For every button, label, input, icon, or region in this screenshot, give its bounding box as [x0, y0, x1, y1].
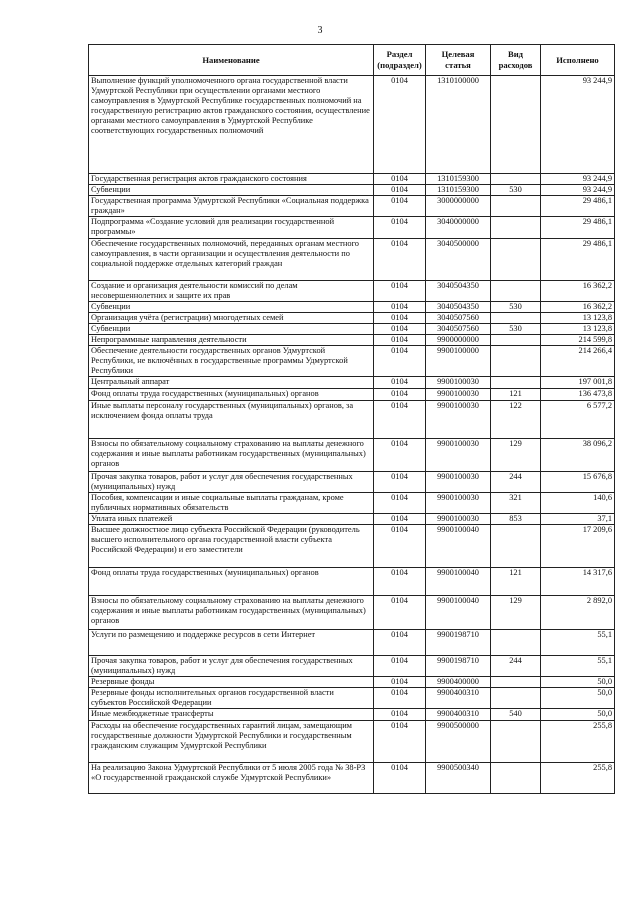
row-section: 0104 [374, 524, 426, 567]
row-amount: 38 096,2 [541, 438, 615, 471]
row-expense-type: 244 [491, 471, 541, 492]
row-amount: 16 362,2 [541, 280, 615, 301]
row-amount: 214 599,8 [541, 335, 615, 346]
row-expense-type: 530 [491, 185, 541, 196]
row-name: Услуги по размещению и поддержке ресурсов в сети Интернет [89, 629, 374, 655]
row-article: 9900100030 [426, 492, 491, 513]
row-name: Высшее должностное лицо субъекта Российской Федерации (руководитель высшего исполнительного органа государственной власти субъекта Российской Федерации) и его заместители [89, 524, 374, 567]
row-article: 1310100000 [426, 76, 491, 174]
row-expense-type [491, 238, 541, 280]
row-name: Взносы по обязательному социальному страхованию на выплаты денежного содержания и иные выплаты работникам государственных (муниципальных) органов [89, 438, 374, 471]
row-name: Прочая закупка товаров, работ и услуг для обеспечения государственных (муниципальных) нужд [89, 655, 374, 676]
row-section: 0104 [374, 196, 426, 217]
row-expense-type [491, 377, 541, 388]
row-section: 0104 [374, 709, 426, 720]
row-amount: 197 001,8 [541, 377, 615, 388]
row-article: 9900100040 [426, 524, 491, 567]
row-name: Прочая закупка товаров, работ и услуг для обеспечения государственных (муниципальных) нужд [89, 471, 374, 492]
row-amount: 13 123,8 [541, 312, 615, 323]
table-row [89, 301, 615, 312]
row-article: 3040507560 [426, 323, 491, 334]
row-expense-type [491, 688, 541, 709]
row-article: 9900100030 [426, 438, 491, 471]
row-section: 0104 [374, 688, 426, 709]
table-row [89, 655, 615, 676]
table-row [89, 346, 615, 377]
row-amount: 29 486,1 [541, 196, 615, 217]
row-section: 0104 [374, 174, 426, 185]
row-expense-type: 244 [491, 655, 541, 676]
row-section: 0104 [374, 438, 426, 471]
row-expense-type [491, 629, 541, 655]
header-name: Наименование [89, 45, 374, 76]
row-name: Обеспечение государственных полномочий, переданных органам местного самоуправления, в части организации и осуществления деятельности по социальной поддержке отдельных категорий граждан [89, 238, 374, 280]
row-amount: 17 209,6 [541, 524, 615, 567]
table-row [89, 492, 615, 513]
row-name: Государственная программа Удмуртской Республики «Социальная поддержка граждан» [89, 196, 374, 217]
row-section: 0104 [374, 720, 426, 762]
row-section: 0104 [374, 280, 426, 301]
row-name: Центральный аппарат [89, 377, 374, 388]
row-name: Фонд оплаты труда государственных (муниципальных) органов [89, 567, 374, 595]
row-section: 0104 [374, 346, 426, 377]
row-amount: 6 577,2 [541, 400, 615, 438]
row-article: 3040504350 [426, 280, 491, 301]
row-amount: 50,0 [541, 709, 615, 720]
row-expense-type: 530 [491, 301, 541, 312]
row-name: Обеспечение деятельности государственных органов Удмуртской Республики, не включённых в государственные программы Удмуртской Республики [89, 346, 374, 377]
row-name: На реализацию Закона Удмуртской Республики от 5 июля 2005 года № 38-РЗ «О государственной гражданской службе Удмуртской Республики» [89, 762, 374, 793]
table-row [89, 709, 615, 720]
row-section: 0104 [374, 312, 426, 323]
row-section: 0104 [374, 238, 426, 280]
row-section: 0104 [374, 492, 426, 513]
row-article: 1310159300 [426, 185, 491, 196]
row-name: Непрограммные направления деятельности [89, 335, 374, 346]
row-amount: 93 244,9 [541, 76, 615, 174]
row-article: 9900400310 [426, 709, 491, 720]
row-section: 0104 [374, 217, 426, 238]
header-section: Раздел (подраздел) [374, 45, 426, 76]
row-amount: 15 676,8 [541, 471, 615, 492]
row-amount: 255,8 [541, 762, 615, 793]
table-row [89, 567, 615, 595]
row-section: 0104 [374, 301, 426, 312]
row-article: 9900100030 [426, 377, 491, 388]
row-name: Государственная регистрация актов гражданского состояния [89, 174, 374, 185]
table-row [89, 76, 615, 174]
row-section: 0104 [374, 762, 426, 793]
row-expense-type: 121 [491, 388, 541, 400]
expenditure-table [88, 44, 615, 794]
row-section: 0104 [374, 377, 426, 388]
row-name: Пособия, компенсации и иные социальные выплаты гражданам, кроме публичных нормативных обязательств [89, 492, 374, 513]
row-article: 9900100030 [426, 400, 491, 438]
row-section: 0104 [374, 471, 426, 492]
row-section: 0104 [374, 323, 426, 334]
row-name: Субвенции [89, 323, 374, 334]
row-amount: 93 244,9 [541, 174, 615, 185]
row-article: 3000000000 [426, 196, 491, 217]
table-row [89, 720, 615, 762]
row-amount: 136 473,8 [541, 388, 615, 400]
row-expense-type: 121 [491, 567, 541, 595]
table-row [89, 388, 615, 400]
table-row [89, 185, 615, 196]
row-article: 9900500340 [426, 762, 491, 793]
row-name: Резервные фонды [89, 677, 374, 688]
row-name: Выполнение функций уполномоченного органа государственной власти Удмуртской Республики при осуществлении органами местного самоуправления в Удмуртской Республике государственных полномочий на государственную регистрацию актов гражданского состояния, осуществление органами местного самоуправления в Удмуртской Республике соответствующих государственных полномочий [89, 76, 374, 174]
table-row [89, 196, 615, 217]
row-section: 0104 [374, 185, 426, 196]
row-expense-type [491, 312, 541, 323]
row-amount: 93 244,9 [541, 185, 615, 196]
table-row [89, 438, 615, 471]
row-amount: 50,0 [541, 688, 615, 709]
row-name: Организация учёта (регистрации) многодетных семей [89, 312, 374, 323]
row-amount: 2 892,0 [541, 595, 615, 629]
row-article: 9900400310 [426, 688, 491, 709]
row-amount: 55,1 [541, 629, 615, 655]
row-expense-type [491, 174, 541, 185]
table-row [89, 377, 615, 388]
page-number: 3 [317, 25, 323, 36]
row-article: 9900100030 [426, 471, 491, 492]
row-section: 0104 [374, 595, 426, 629]
row-name: Подпрограмма «Создание условий для реализации государственной программы» [89, 217, 374, 238]
row-section: 0104 [374, 677, 426, 688]
row-article: 3040504350 [426, 301, 491, 312]
row-article: 3040000000 [426, 217, 491, 238]
row-article: 9900400000 [426, 677, 491, 688]
row-expense-type: 129 [491, 438, 541, 471]
row-name: Взносы по обязательному социальному страхованию на выплаты денежного содержания и иные выплаты работникам государственных (муниципальных) органов [89, 595, 374, 629]
row-name: Уплата иных платежей [89, 513, 374, 524]
row-amount: 37,1 [541, 513, 615, 524]
row-name: Иные межбюджетные трансферты [89, 709, 374, 720]
row-amount: 55,1 [541, 655, 615, 676]
table-row [89, 595, 615, 629]
row-article: 3040500000 [426, 238, 491, 280]
row-article: 9900198710 [426, 655, 491, 676]
table-body [89, 76, 615, 794]
row-amount: 50,0 [541, 677, 615, 688]
row-amount: 140,6 [541, 492, 615, 513]
row-section: 0104 [374, 76, 426, 174]
row-name: Субвенции [89, 301, 374, 312]
table-row [89, 335, 615, 346]
row-name: Субвенции [89, 185, 374, 196]
row-expense-type [491, 76, 541, 174]
row-amount: 14 317,6 [541, 567, 615, 595]
row-name: Резервные фонды исполнительных органов государственной власти субъектов Российской Федерации [89, 688, 374, 709]
row-name: Расходы на обеспечение государственных гарантий лицам, замещающим государственные должности Удмуртской Республики и государственным гражданским служащим Удмуртской Республики [89, 720, 374, 762]
row-name: Создание и организация деятельности комиссий по делам несовершеннолетних и защите их прав [89, 280, 374, 301]
row-section: 0104 [374, 629, 426, 655]
table-row [89, 174, 615, 185]
row-name: Фонд оплаты труда государственных (муниципальных) органов [89, 388, 374, 400]
table-row [89, 513, 615, 524]
header-executed: Исполнено [541, 45, 615, 76]
row-article: 9900100040 [426, 595, 491, 629]
row-expense-type [491, 280, 541, 301]
row-article: 1310159300 [426, 174, 491, 185]
row-expense-type: 530 [491, 323, 541, 334]
table-row [89, 400, 615, 438]
table-row [89, 238, 615, 280]
row-amount: 255,8 [541, 720, 615, 762]
row-article: 9900000000 [426, 335, 491, 346]
row-section: 0104 [374, 400, 426, 438]
row-expense-type [491, 677, 541, 688]
row-expense-type [491, 217, 541, 238]
table-row [89, 323, 615, 334]
table-row [89, 280, 615, 301]
row-section: 0104 [374, 567, 426, 595]
row-expense-type: 853 [491, 513, 541, 524]
row-section: 0104 [374, 388, 426, 400]
row-article: 9900100000 [426, 346, 491, 377]
row-article: 9900100040 [426, 567, 491, 595]
row-expense-type: 321 [491, 492, 541, 513]
row-section: 0104 [374, 655, 426, 676]
row-expense-type [491, 346, 541, 377]
row-article: 9900100030 [426, 513, 491, 524]
row-expense-type: 540 [491, 709, 541, 720]
row-article: 3040507560 [426, 312, 491, 323]
table-row [89, 471, 615, 492]
table-row [89, 677, 615, 688]
row-expense-type [491, 335, 541, 346]
header-expense-type: Вид расходов [491, 45, 541, 76]
row-amount: 13 123,8 [541, 323, 615, 334]
row-section: 0104 [374, 513, 426, 524]
row-expense-type: 122 [491, 400, 541, 438]
table-row [89, 524, 615, 567]
row-amount: 29 486,1 [541, 217, 615, 238]
row-amount: 214 266,4 [541, 346, 615, 377]
row-expense-type: 129 [491, 595, 541, 629]
row-section: 0104 [374, 335, 426, 346]
row-expense-type [491, 524, 541, 567]
row-article: 9900100030 [426, 388, 491, 400]
row-amount: 29 486,1 [541, 238, 615, 280]
row-expense-type [491, 196, 541, 217]
row-expense-type [491, 720, 541, 762]
table-row [89, 312, 615, 323]
table-header-row [89, 45, 615, 76]
row-article: 9900500000 [426, 720, 491, 762]
table-row [89, 217, 615, 238]
row-expense-type [491, 762, 541, 793]
table-row [89, 688, 615, 709]
row-article: 9900198710 [426, 629, 491, 655]
row-amount: 16 362,2 [541, 301, 615, 312]
table-row [89, 762, 615, 793]
table-row [89, 629, 615, 655]
header-article: Целевая статья [426, 45, 491, 76]
row-name: Иные выплаты персоналу государственных (муниципальных) органов, за исключением фонда оплаты труда [89, 400, 374, 438]
